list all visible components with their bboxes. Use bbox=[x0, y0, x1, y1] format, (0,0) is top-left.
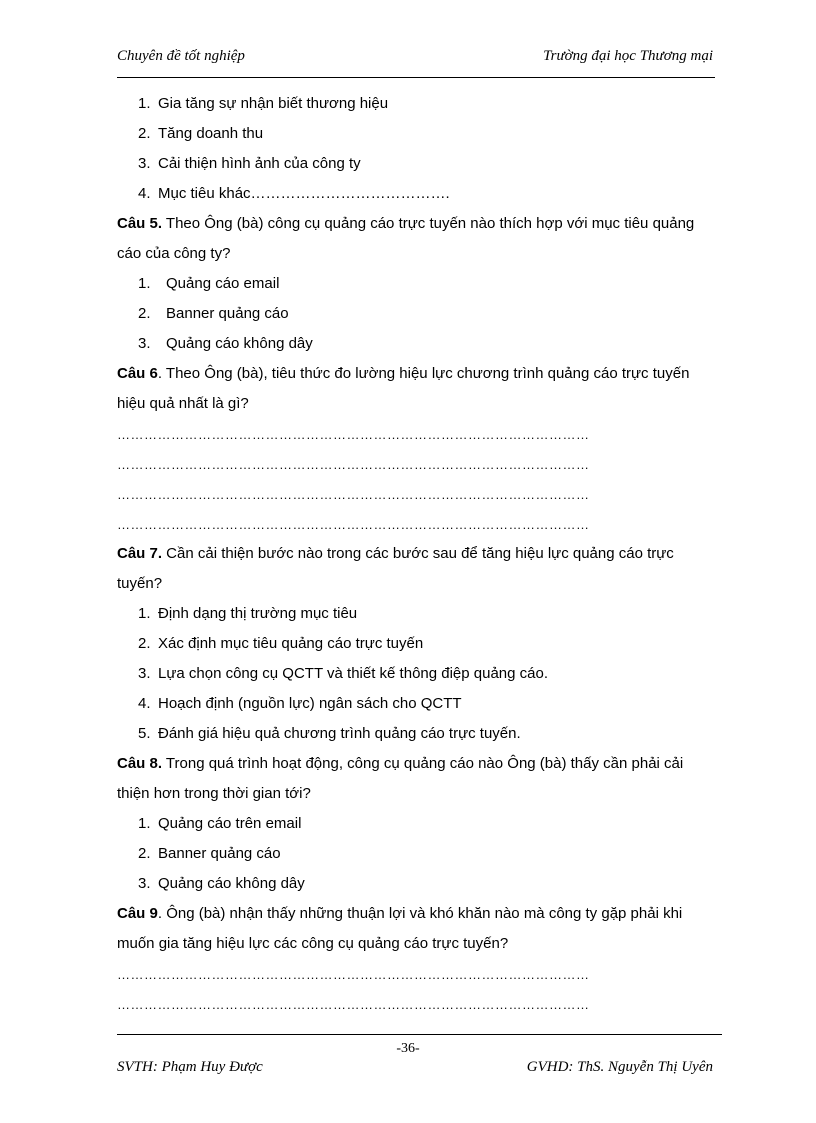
answer-dotted-line[interactable]: …………………………………………………………………………………………… bbox=[117, 457, 590, 472]
list-item: 3. Quảng cáo không dây bbox=[138, 335, 313, 352]
page-number: -36- bbox=[396, 1041, 420, 1056]
header-right: Trường đại học Thương mại bbox=[543, 48, 713, 64]
question-5: Câu 5. Theo Ông (bà) công cụ quảng cáo trực tuyến nào thích hợp với mục tiêu quảng bbox=[117, 215, 695, 232]
footer-rule bbox=[117, 1034, 722, 1035]
list-item: 2. Banner quảng cáo bbox=[138, 305, 289, 322]
header-left: Chuyên đề tốt nghiệp bbox=[117, 48, 245, 64]
question-7-cont: tuyến? bbox=[117, 575, 163, 592]
question-9-cont: muốn gia tăng hiệu lực các công cụ quảng cáo trực tuyến? bbox=[117, 935, 509, 952]
footer-right: GVHD: ThS. Nguyễn Thị Uyên bbox=[526, 1059, 713, 1075]
list-item: 1. Quảng cáo trên email bbox=[138, 815, 302, 832]
list-item: 2. Xác định mục tiêu quảng cáo trực tuyến bbox=[138, 635, 424, 652]
list-item: 4. Hoạch định (nguồn lực) ngân sách cho QCTT bbox=[138, 695, 462, 712]
list-item: 2. Banner quảng cáo bbox=[138, 845, 281, 862]
list-item: 1. Gia tăng sự nhận biết thương hiệu bbox=[138, 95, 389, 112]
question-5-cont: cáo của công ty? bbox=[117, 245, 231, 262]
answer-dotted-line[interactable]: …………………………………………………………………………………………… bbox=[117, 997, 590, 1012]
list-item: 4. Mục tiêu khác…………………………………. bbox=[138, 185, 450, 202]
question-8-cont: thiện hơn trong thời gian tới? bbox=[117, 785, 311, 802]
list-item: 1. Quảng cáo email bbox=[138, 275, 280, 292]
list-item: 5. Đánh giá hiệu quả chương trình quảng cáo trực tuyến. bbox=[138, 725, 521, 742]
question-6-cont: hiệu quả nhất là gì? bbox=[117, 395, 249, 412]
answer-dotted-line[interactable]: …………………………………………………………………………………………… bbox=[117, 427, 590, 442]
question-6: Câu 6. Theo Ông (bà), tiêu thức đo lường hiệu lực chương trình quảng cáo trực tuyến bbox=[117, 365, 690, 382]
question-7: Câu 7. Cần cải thiện bước nào trong các bước sau để tăng hiệu lực quảng cáo trực bbox=[117, 545, 674, 562]
list-item: 2. Tăng doanh thu bbox=[138, 125, 264, 142]
answer-dotted-line[interactable]: …………………………………………………………………………………………… bbox=[117, 487, 590, 502]
header-rule bbox=[117, 77, 715, 78]
answer-dotted-line[interactable]: …………………………………………………………………………………………… bbox=[117, 517, 590, 532]
footer-left: SVTH: Phạm Huy Được bbox=[117, 1059, 263, 1075]
list-item: 3. Cải thiện hình ảnh của công ty bbox=[138, 155, 361, 172]
list-item: 1. Định dạng thị trường mục tiêu bbox=[138, 605, 358, 622]
list-item: 3. Lựa chọn công cụ QCTT và thiết kế thông điệp quảng cáo. bbox=[138, 665, 549, 682]
list-item: 3. Quảng cáo không dây bbox=[138, 875, 305, 892]
question-8: Câu 8. Trong quá trình hoạt động, công cụ quảng cáo nào Ông (bà) thấy cần phải cải bbox=[117, 755, 684, 772]
question-9: Câu 9. Ông (bà) nhận thấy những thuận lợi và khó khăn nào mà công ty gặp phải khi bbox=[117, 905, 683, 922]
answer-dotted-line[interactable]: …………………………………………………………………………………………… bbox=[117, 967, 590, 982]
